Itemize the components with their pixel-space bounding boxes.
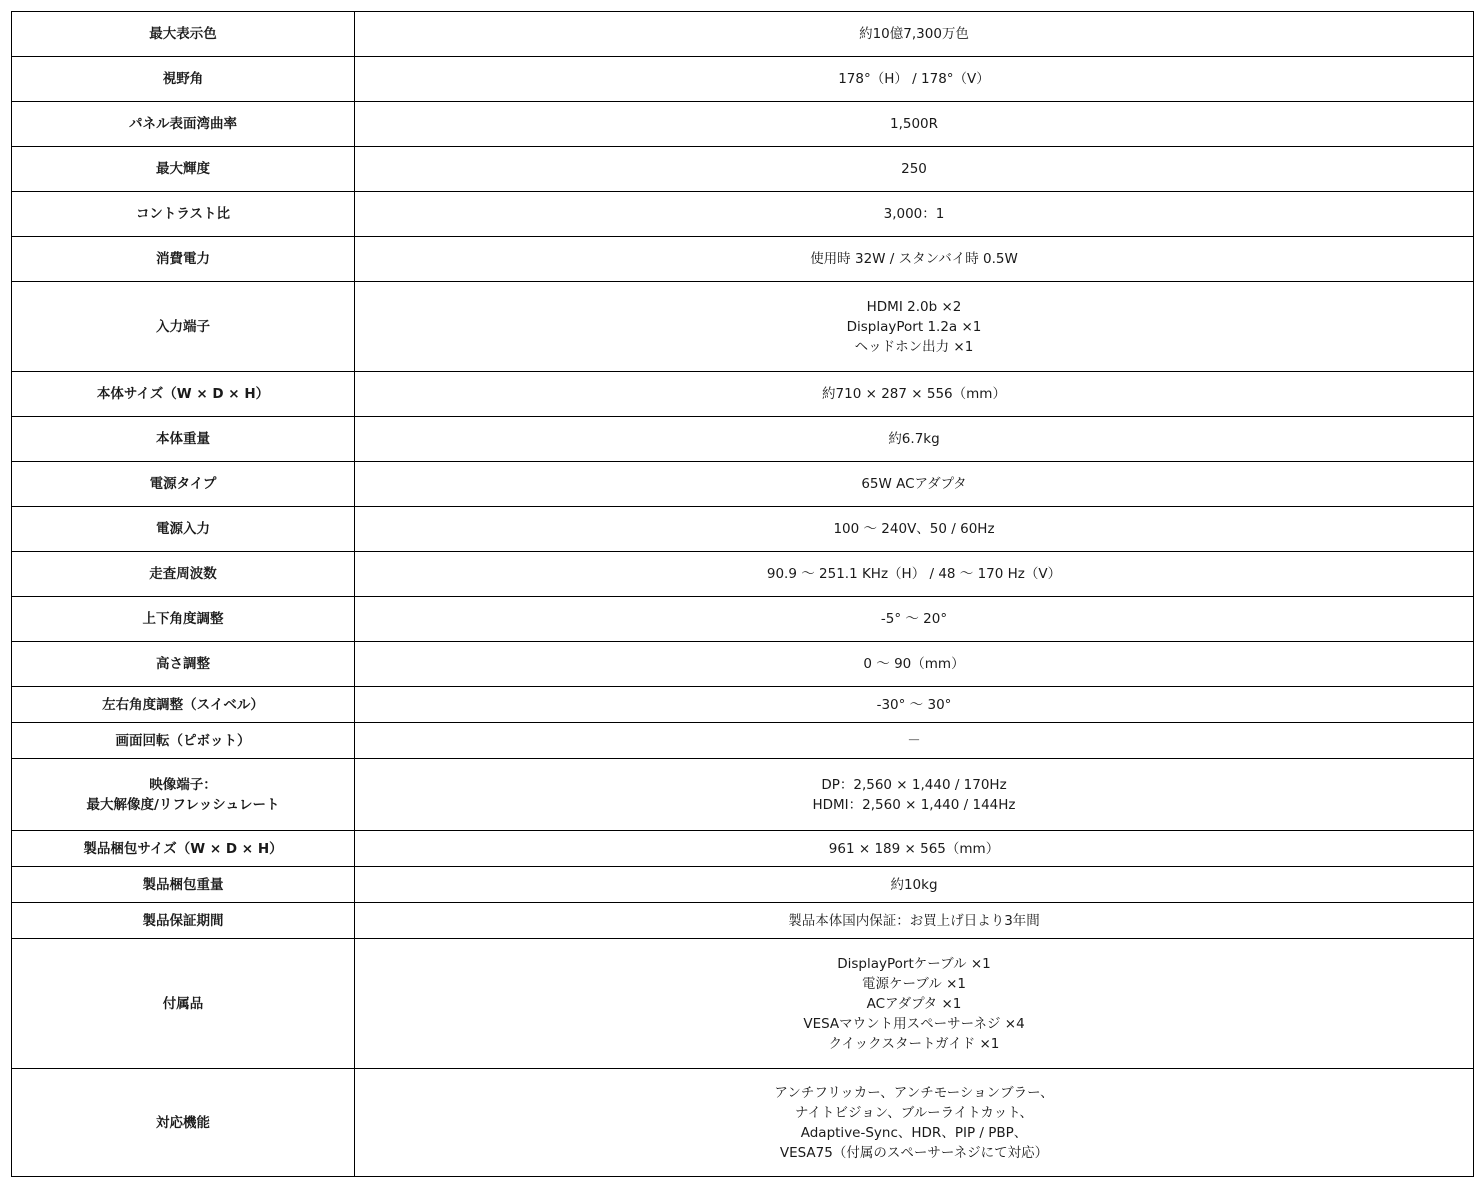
row-value-height-adjust: 0 ～ 90（mm）: [355, 642, 1474, 687]
row-value-curvature: 1,500R: [355, 102, 1474, 147]
row-value-scan-frequency: 90.9 ～ 251.1 KHz（H） / 48 ～ 170 Hz（V）: [355, 552, 1474, 597]
table-row: [12, 867, 1474, 903]
row-value-video-ports: DP：2,560 × 1,440 / 170Hz HDMI：2,560 × 1,440 / 144Hz: [355, 759, 1474, 831]
row-value-tilt: -5° ～ 20°: [355, 597, 1474, 642]
row-label-power-type: 電源タイプ: [12, 462, 355, 507]
row-label-features: 対応機能: [12, 1069, 355, 1177]
row-label-curvature: パネル表面湾曲率: [12, 102, 355, 147]
spec-table: [11, 11, 1474, 1177]
table-row: [12, 759, 1474, 831]
row-value-max-colors: 約10億7,300万色: [355, 12, 1474, 57]
table-row: [12, 552, 1474, 597]
row-label-input-ports: 入力端子: [12, 282, 355, 372]
row-label-pivot: 画面回転（ピボット）: [12, 723, 355, 759]
row-value-package-weight: 約10kg: [355, 867, 1474, 903]
row-label-height-adjust: 高さ調整: [12, 642, 355, 687]
spec-table-body: [12, 12, 1474, 1177]
table-row: [12, 642, 1474, 687]
table-row: [12, 597, 1474, 642]
row-value-features: アンチフリッカー、アンチモーションブラー、 ナイトビジョン、ブルーライトカット、 Adaptive-Sync、HDR、PIP / PBP、 VESA75（付属のスペーサーネジにて対応）: [355, 1069, 1474, 1177]
table-row: [12, 903, 1474, 939]
row-label-package-size: 製品梱包サイズ（W × D × H）: [12, 831, 355, 867]
table-row: [12, 237, 1474, 282]
row-label-scan-frequency: 走査周波数: [12, 552, 355, 597]
row-label-swivel: 左右角度調整（スイベル）: [12, 687, 355, 723]
row-value-package-size: 961 × 189 × 565（mm）: [355, 831, 1474, 867]
row-value-viewing-angle: 178°（H） / 178°（V）: [355, 57, 1474, 102]
row-label-body-size: 本体サイズ（W × D × H）: [12, 372, 355, 417]
table-row: [12, 507, 1474, 552]
row-label-tilt: 上下角度調整: [12, 597, 355, 642]
table-row: [12, 57, 1474, 102]
table-row: [12, 417, 1474, 462]
row-value-warranty: 製品本体国内保証：お買上げ日より3年間: [355, 903, 1474, 939]
row-value-swivel: -30° ～ 30°: [355, 687, 1474, 723]
row-label-brightness: 最大輝度: [12, 147, 355, 192]
table-row: [12, 462, 1474, 507]
table-row: [12, 192, 1474, 237]
row-value-power-type: 65W ACアダプタ: [355, 462, 1474, 507]
row-label-warranty: 製品保証期間: [12, 903, 355, 939]
row-label-video-ports: 映像端子： 最大解像度/リフレッシュレート: [12, 759, 355, 831]
table-row: [12, 723, 1474, 759]
row-label-body-weight: 本体重量: [12, 417, 355, 462]
row-label-package-weight: 製品梱包重量: [12, 867, 355, 903]
row-value-brightness: 250: [355, 147, 1474, 192]
table-row: [12, 12, 1474, 57]
table-row: [12, 147, 1474, 192]
row-value-accessories: DisplayPortケーブル ×1 電源ケーブル ×1 ACアダプタ ×1 VESAマウント用スペーサーネジ ×4 クイックスタートガイド ×1: [355, 939, 1474, 1069]
row-value-power-consumption: 使用時 32W / スタンバイ時 0.5W: [355, 237, 1474, 282]
table-row: [12, 1069, 1474, 1177]
table-row: [12, 372, 1474, 417]
row-label-power-consumption: 消費電力: [12, 237, 355, 282]
row-label-accessories: 付属品: [12, 939, 355, 1069]
row-value-input-ports: HDMI 2.0b ×2 DisplayPort 1.2a ×1 ヘッドホン出力 ×1: [355, 282, 1474, 372]
table-row: [12, 282, 1474, 372]
row-value-body-size: 約710 × 287 × 556（mm）: [355, 372, 1474, 417]
row-value-pivot: －: [355, 723, 1474, 759]
table-row: [12, 102, 1474, 147]
row-label-contrast: コントラスト比: [12, 192, 355, 237]
table-row: [12, 831, 1474, 867]
row-value-power-input: 100 ～ 240V、50 / 60Hz: [355, 507, 1474, 552]
table-row: [12, 687, 1474, 723]
row-label-power-input: 電源入力: [12, 507, 355, 552]
row-value-body-weight: 約6.7kg: [355, 417, 1474, 462]
row-label-max-colors: 最大表示色: [12, 12, 355, 57]
table-row: [12, 939, 1474, 1069]
row-label-viewing-angle: 視野角: [12, 57, 355, 102]
row-value-contrast: 3,000：1: [355, 192, 1474, 237]
